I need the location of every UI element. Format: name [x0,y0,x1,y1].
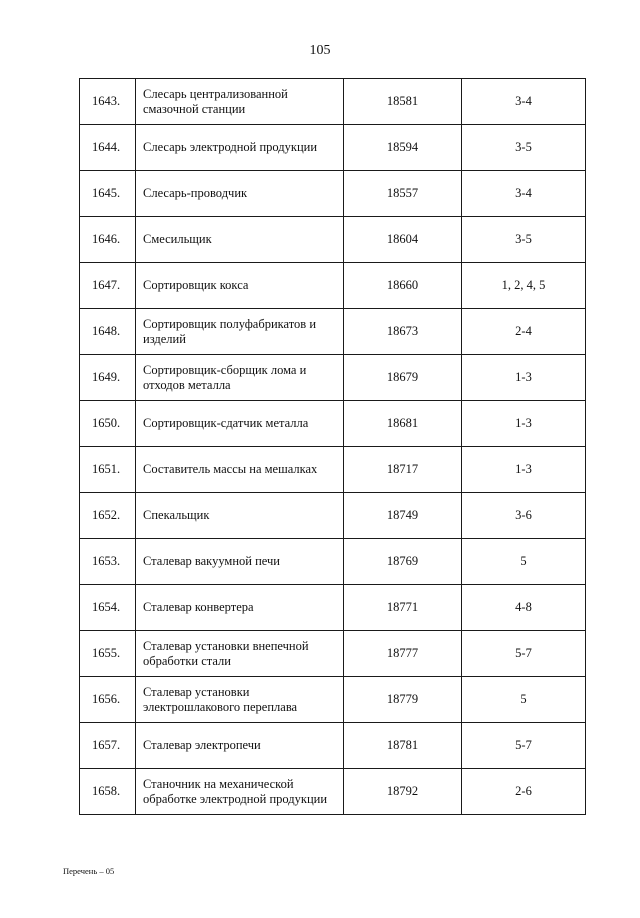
profession-name: Сортировщик-сборщик лома и отходов металла [136,355,344,401]
profession-code: 18604 [344,217,462,263]
row-number: 1657. [80,723,136,769]
grade-range: 3-6 [462,493,586,539]
grade-range: 3-5 [462,217,586,263]
profession-name: Слесарь-проводчик [136,171,344,217]
profession-code: 18749 [344,493,462,539]
grade-range: 3-4 [462,171,586,217]
row-number: 1648. [80,309,136,355]
profession-code: 18779 [344,677,462,723]
profession-code: 18673 [344,309,462,355]
profession-code: 18769 [344,539,462,585]
grade-range: 5-7 [462,723,586,769]
row-number: 1651. [80,447,136,493]
table-row [80,769,586,815]
table-row [80,447,586,493]
table-row [80,171,586,217]
profession-name: Сталевар конвертера [136,585,344,631]
row-number: 1658. [80,769,136,815]
table-row [80,585,586,631]
profession-name: Сталевар установки внепечной обработки стали [136,631,344,677]
profession-name: Станочник на механической обработке электродной продукции [136,769,344,815]
table-row [80,217,586,263]
grade-range: 2-4 [462,309,586,355]
row-number: 1652. [80,493,136,539]
profession-code: 18660 [344,263,462,309]
profession-code: 18594 [344,125,462,171]
row-number: 1654. [80,585,136,631]
table-row [80,631,586,677]
row-number: 1645. [80,171,136,217]
row-number: 1656. [80,677,136,723]
profession-name: Сортировщик кокса [136,263,344,309]
table-row [80,263,586,309]
profession-code: 18681 [344,401,462,447]
table-body [80,79,586,815]
profession-name: Слесарь централизованной смазочной станции [136,79,344,125]
row-number: 1647. [80,263,136,309]
grade-range: 1, 2, 4, 5 [462,263,586,309]
table-row [80,493,586,539]
profession-name: Сортировщик-сдатчик металла [136,401,344,447]
profession-code: 18792 [344,769,462,815]
grade-range: 2-6 [462,769,586,815]
profession-code: 18717 [344,447,462,493]
row-number: 1653. [80,539,136,585]
grade-range: 5-7 [462,631,586,677]
profession-name: Сортировщик полуфабрикатов и изделий [136,309,344,355]
table-row [80,355,586,401]
table-row [80,309,586,355]
professions-table [79,78,586,815]
grade-range: 1-3 [462,447,586,493]
profession-code: 18679 [344,355,462,401]
grade-range: 4-8 [462,585,586,631]
profession-name: Слесарь электродной продукции [136,125,344,171]
profession-code: 18771 [344,585,462,631]
profession-name: Смесильщик [136,217,344,263]
table-row [80,79,586,125]
row-number: 1643. [80,79,136,125]
profession-code: 18777 [344,631,462,677]
grade-range: 3-5 [462,125,586,171]
table-row [80,677,586,723]
table-row [80,723,586,769]
profession-code: 18781 [344,723,462,769]
grade-range: 5 [462,539,586,585]
profession-name: Сталевар вакуумной печи [136,539,344,585]
profession-name: Спекальщик [136,493,344,539]
row-number: 1649. [80,355,136,401]
profession-name: Составитель массы на мешалках [136,447,344,493]
grade-range: 5 [462,677,586,723]
table-row [80,539,586,585]
profession-code: 18557 [344,171,462,217]
page-number: 105 [309,43,331,58]
row-number: 1650. [80,401,136,447]
row-number: 1644. [80,125,136,171]
table-row [80,401,586,447]
table-row [80,125,586,171]
profession-code: 18581 [344,79,462,125]
grade-range: 1-3 [462,355,586,401]
profession-name: Сталевар электропечи [136,723,344,769]
grade-range: 3-4 [462,79,586,125]
grade-range: 1-3 [462,401,586,447]
row-number: 1646. [80,217,136,263]
footer-note: Перечень – 05 [63,866,115,876]
row-number: 1655. [80,631,136,677]
profession-name: Сталевар установки электрошлакового переплава [136,677,344,723]
